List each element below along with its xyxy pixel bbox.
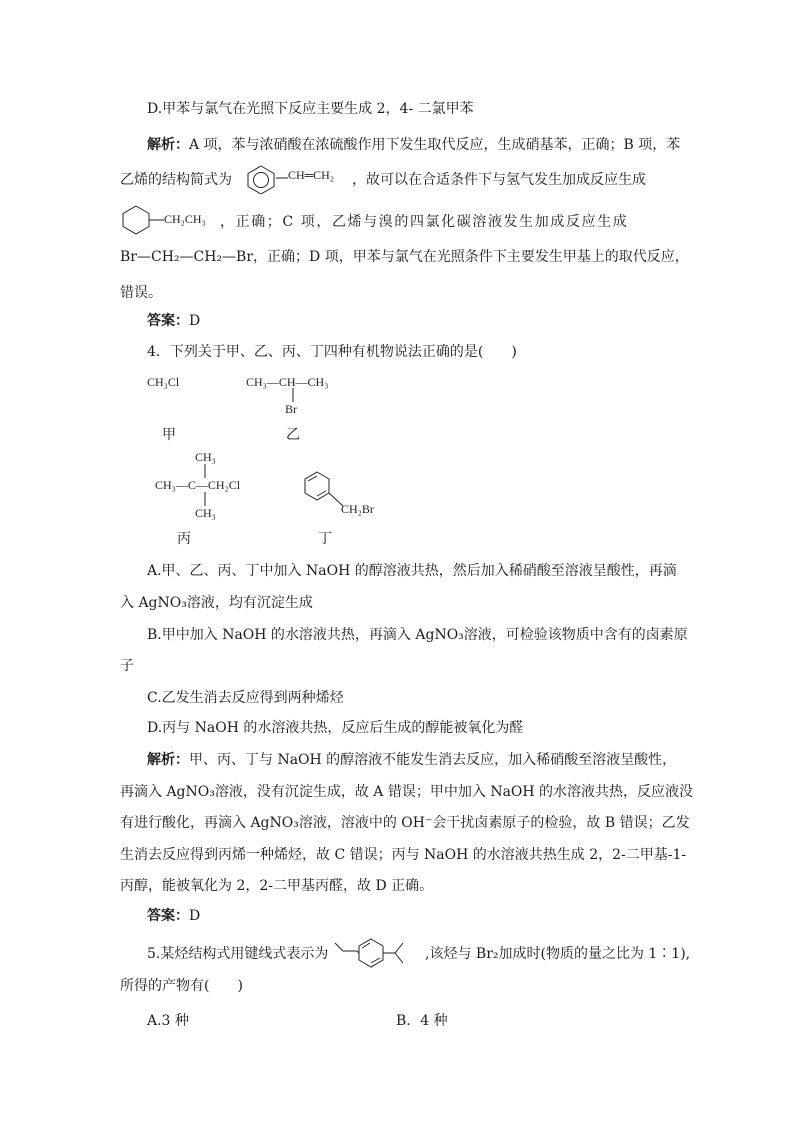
compound-jia-label: 甲	[162, 427, 176, 443]
bond-line	[276, 172, 288, 184]
answer-label: 答案：	[147, 908, 189, 924]
analysis-label: 解析：	[147, 137, 189, 153]
compound-bing-bottom: CH₃	[195, 506, 216, 520]
compound-yi-label: 乙	[286, 427, 300, 443]
q4-option-b-line-2: 子	[120, 658, 134, 674]
q4-answer	[147, 906, 200, 926]
cyclohexane-ring-icon	[120, 204, 164, 236]
q3-analysis-line-1	[147, 135, 680, 155]
q4-analysis-line-5: 丙醇，能被氧化为 2，2-二甲基丙醛，故 D 正确。	[120, 878, 434, 894]
skeletal-formula-icon	[333, 935, 425, 973]
compound-yi-substituent: Br	[285, 402, 297, 416]
q4-option-c: C.乙发生消去反应得到两种烯烃	[147, 690, 344, 706]
q4-analysis-line-2: 再滴入 AgNO₃溶液，没有沉淀生成，故 A 错误；甲中加入 NaOH 的水溶液共热，反应液没	[120, 784, 694, 800]
q4-option-a-line-2: 入 AgNO₃溶液，均有沉淀生成	[120, 595, 313, 611]
bond-line	[202, 464, 208, 478]
q3-analysis-line-3: ，正确；C 项，乙烯与溴的四氯化碳溶液发生加成反应生成	[220, 214, 629, 230]
q4-stem: 4．下列关于甲、乙、丙、丁四种有机物说法正确的是( )	[147, 344, 517, 360]
q5-stem-line-2: 所得的产物有( )	[120, 978, 243, 994]
compound-bing-label: 丙	[177, 531, 191, 547]
q4-option-d: D.丙与 NaOH 的水溶液共热，反应后生成的醇能被氧化为醛	[147, 720, 524, 736]
compound-bing-main: CH₃—C—CH₂Cl	[155, 478, 241, 492]
q3-analysis-line-4: Br—CH₂—CH₂—Br，正确；D 项，甲苯与氯气在光照条件下主要发生甲基上的取代反应，	[120, 249, 689, 265]
q3-answer	[147, 311, 200, 331]
compound-jia-formula: CH₃Cl	[147, 375, 180, 389]
q5-stem-part-1: 5.某烃结构式用键线式表示为	[147, 946, 329, 962]
analysis-text: A 项，苯与浓硝酸在浓硫酸作用下发生取代反应，生成硝基苯，正确；B 项，苯	[189, 137, 681, 153]
q3-analysis-line-5: 错误。	[120, 285, 162, 301]
bond-line	[202, 492, 208, 506]
answer-value: D	[189, 908, 201, 924]
compound-yi-formula: CH₃—CH—CH₃	[246, 375, 329, 389]
ethyl-group: CH₂CH₃	[164, 212, 206, 226]
compound-ding-label: 丁	[318, 531, 332, 547]
analysis-text: 甲、丙、丁与 NaOH 的醇溶液不能发生消去反应，加入稀硝酸至溶液呈酸性，	[189, 752, 677, 768]
q3-option-d: D.甲苯与氯气在光照下反应主要生成 2，4- 二氯甲苯	[147, 101, 474, 117]
q3-analysis-line-2-a: 乙烯的结构简式为	[120, 172, 232, 188]
q4-option-a-line-1: A.甲、乙、丙、丁中加入 NaOH 的醇溶液共热，然后加入稀硝酸至溶液呈酸性，再滴	[147, 563, 677, 579]
bond-line	[290, 388, 296, 402]
q5-option-a: A.3 种	[147, 1013, 189, 1029]
benzene-ring-icon	[245, 164, 277, 194]
answer-value: D	[189, 313, 201, 329]
q4-analysis-line-1	[147, 750, 676, 770]
q4-analysis-line-4: 生消去反应得到丙烯一种烯烃，故 C 错误；丙与 NaOH 的水溶液共热生成 2，2-二甲基-1-	[120, 847, 687, 863]
compound-bing-top: CH₃	[195, 450, 216, 464]
q3-analysis-line-2-b: ，故可以在合适条件下与氢气发生加成反应生成	[352, 172, 646, 188]
q5-option-b: B．4 种	[396, 1013, 448, 1029]
q5-stem-part-2: ,该烃与 Br₂加成时(物质的量之比为 1∶1),	[425, 946, 691, 962]
compound-ding-group: CH₂Br	[341, 502, 374, 516]
q4-analysis-line-3: 有进行酸化，再滴入 AgNO₃溶液，溶液中的 OH⁻会干扰卤素原子的检验，故 B 错误；乙发	[120, 815, 690, 831]
q4-option-b-line-1: B.甲中加入 NaOH 的水溶液共热，再滴入 AgNO₃溶液，可检验该物质中含有的卤素原	[147, 627, 688, 643]
analysis-label: 解析：	[147, 752, 189, 768]
answer-label: 答案：	[147, 313, 189, 329]
styrene-vinyl-group: CH═CH₂	[288, 168, 335, 182]
